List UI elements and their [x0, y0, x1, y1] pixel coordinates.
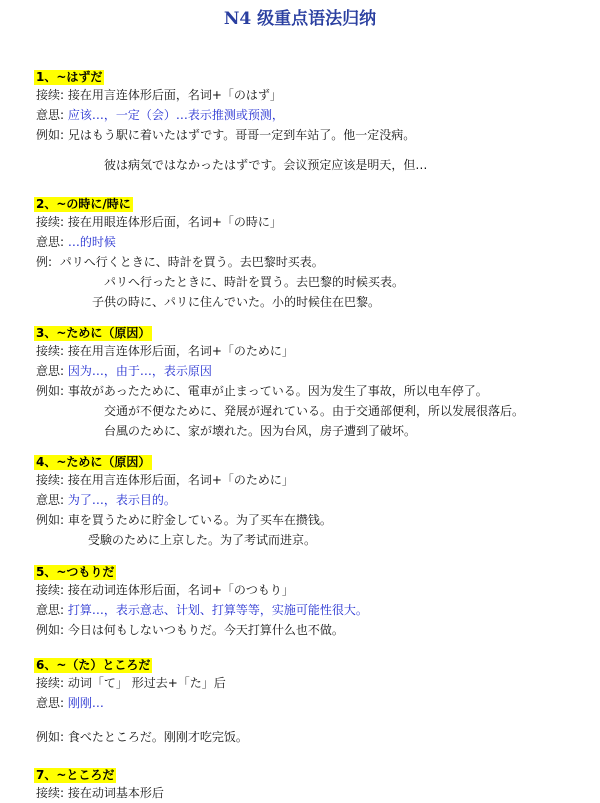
example-line: 台風のために、家が壊れた。因为台风，房子遭到了破坏。: [104, 424, 417, 438]
connection-label: 接续:: [36, 583, 65, 597]
example-label: 例如:: [36, 384, 65, 398]
example-line: [36, 727, 586, 747]
meaning-line: [36, 490, 586, 510]
connection-line: [36, 580, 586, 600]
grammar-section-6: [36, 654, 586, 747]
connection-text: 接在用言连体形后面，名词+「のために」: [67, 473, 294, 487]
example-line: [36, 125, 586, 145]
meaning-line: [36, 105, 586, 125]
connection-text: 接在用言连体形后面，名词+「のために」: [67, 344, 294, 358]
section-heading: 1、~はずだ: [36, 70, 103, 84]
connection-label: 接续:: [36, 676, 65, 690]
connection-label: 接续:: [36, 88, 65, 102]
meaning-label: 意思:: [36, 603, 65, 617]
connection-line: [36, 341, 586, 361]
connection-label: 接续:: [36, 786, 65, 800]
example-line: 彼は病気ではなかったはずです。会议预定应该是明天，但…: [104, 158, 428, 172]
grammar-section-2: [36, 193, 586, 312]
section-heading: 6、~（た）ところだ: [36, 658, 151, 672]
section-heading: 3、~ために（原因）: [36, 326, 151, 340]
meaning-line: [36, 600, 586, 620]
example-line: [36, 252, 586, 272]
section-heading: 7、~ところだ: [36, 768, 115, 782]
page-title: N4 级重点语法归纳: [223, 9, 377, 29]
meaning-label: 意思:: [36, 364, 65, 378]
connection-line: [36, 470, 586, 490]
meaning-text: 应该…，一定（会）…表示推测或预测，: [67, 108, 284, 122]
example-line: パリへ行ったときに、時計を買う。去巴黎的时候买表。: [104, 275, 405, 289]
connection-text: 接在用眼连体形后面，名词+「の時に」: [67, 215, 282, 229]
connection-line: [36, 85, 586, 105]
connection-text: 动词「て」 形过去+「た」后: [67, 676, 226, 690]
connection-text: 接在用言连体形后面，名词+「のはず」: [67, 88, 282, 102]
example-text: 車を買うために貯金している。为了买车在攒钱。: [67, 513, 332, 527]
connection-line: [36, 673, 586, 693]
connection-text: 接在动词连体形后面，名词+「のつもり」: [67, 583, 294, 597]
meaning-line: [36, 361, 586, 381]
connection-label: 接续:: [36, 215, 65, 229]
meaning-line: [36, 693, 586, 713]
meaning-text: …的时候: [67, 235, 116, 249]
section-heading: 5、~つもりだ: [36, 565, 115, 579]
grammar-section-1: [36, 66, 586, 175]
grammar-section-5: [36, 561, 586, 640]
meaning-text: 打算…，表示意志、计划、打算等等，实施可能性很大。: [67, 603, 368, 617]
example-text: パリへ行くときに、時計を買う。去巴黎时买表。: [59, 255, 324, 269]
meaning-line: [36, 232, 586, 252]
connection-label: 接续:: [36, 473, 65, 487]
example-label: 例如:: [36, 730, 65, 744]
meaning-text: 刚刚…: [67, 696, 104, 710]
connection-line: [36, 212, 586, 232]
meaning-text: 因为…，由于…，表示原因: [67, 364, 212, 378]
example-label: 例:: [36, 255, 53, 269]
example-text: 兄はもう駅に着いたはずです。哥哥一定到车站了。他一定没病。: [67, 128, 416, 142]
example-line: 受験のために上京した。为了考试而进京。: [88, 533, 317, 547]
grammar-section-4: [36, 451, 586, 550]
example-line: 子供の時に、パリに住んでいた。小的时候住在巴黎。: [92, 295, 381, 309]
meaning-label: 意思:: [36, 696, 65, 710]
meaning-label: 意思:: [36, 108, 65, 122]
connection-line: [36, 783, 586, 803]
meaning-text: 为了…，表示目的。: [67, 493, 176, 507]
example-line: [36, 381, 586, 401]
section-heading: 4、~ために（原因）: [36, 455, 151, 469]
connection-label: 接续:: [36, 344, 65, 358]
grammar-section-7: [36, 764, 586, 803]
example-line: [36, 620, 586, 640]
example-line: 交通が不便なために、発展が遅れている。由于交通部便利，所以发展很落后。: [104, 404, 525, 418]
connection-text: 接在动词基本形后: [67, 786, 164, 800]
example-line: [36, 510, 586, 530]
meaning-label: 意思:: [36, 235, 65, 249]
section-heading: 2、~の時に/時に: [36, 197, 131, 211]
example-text: 事故があったために、電車が止まっている。因为发生了事故，所以电车停了。: [67, 384, 488, 398]
example-text: 今日は何もしないつもりだ。今天打算什么也不做。: [67, 623, 344, 637]
example-text: 食べたところだ。刚刚才吃完饭。: [67, 730, 248, 744]
example-label: 例如:: [36, 623, 65, 637]
meaning-label: 意思:: [36, 493, 65, 507]
grammar-section-3: [36, 322, 586, 441]
example-label: 例如:: [36, 513, 65, 527]
example-label: 例如:: [36, 128, 65, 142]
